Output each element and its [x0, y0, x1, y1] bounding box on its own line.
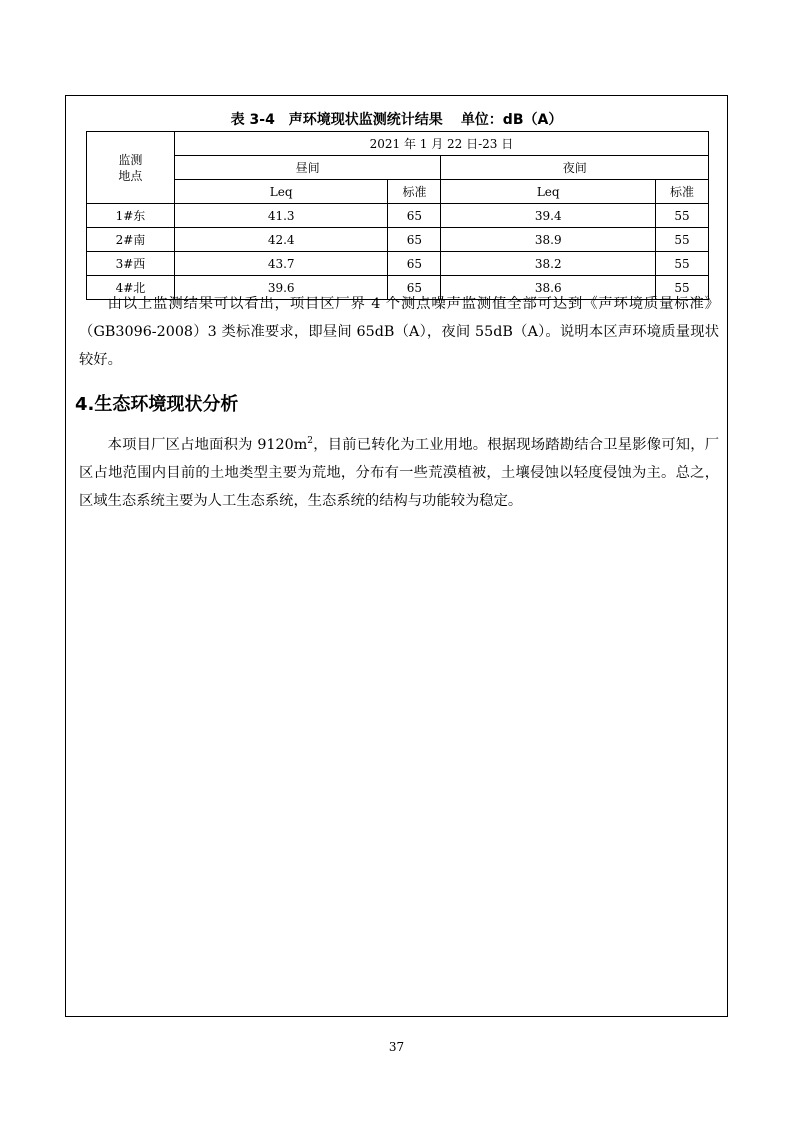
day-standard-cell: 65	[388, 204, 441, 228]
header-row-metric	[87, 180, 709, 204]
night-leq-cell: 39.4	[441, 204, 656, 228]
superscript-2: 2	[307, 436, 314, 446]
header-date: 2021 年 1 月 22 日-23 日	[174, 132, 708, 156]
day-leq-cell: 43.7	[174, 252, 388, 276]
ecology-text-end: ，目前已转化为工业用地。根据现场踏勘结合卫星影像可知，厂区占地范围内目前的土地类型主要为荒地，分布有一些荒漠植被，土壤侵蚀以轻度侵蚀为主。总之，区域生态系统主要为人工生态系统，生态系统的结构与功能较为稳定。	[79, 436, 719, 509]
day-standard-cell: 65	[388, 276, 441, 300]
table-unit: 单位：dB（A）	[460, 112, 563, 128]
day-leq-cell: 41.3	[174, 204, 388, 228]
site-cell: 3#西	[87, 252, 175, 276]
header-day: 昼间	[174, 156, 441, 180]
section-heading: 4.生态环境现状分析	[75, 394, 239, 415]
site-cell: 2#南	[87, 228, 175, 252]
ecology-paragraph	[79, 427, 719, 515]
table-caption: 表 3-4 声环境现状监测统计结果	[230, 112, 443, 128]
header-location: 监测 地点	[87, 132, 175, 204]
noise-monitoring-table	[86, 131, 709, 300]
content-frame	[65, 95, 728, 1017]
table-title	[66, 109, 727, 129]
night-leq-cell: 38.9	[441, 228, 656, 252]
night-leq-cell: 38.6	[441, 276, 656, 300]
night-leq-cell: 38.2	[441, 252, 656, 276]
header-row-period	[87, 156, 709, 180]
header-night-standard: 标准	[656, 180, 709, 204]
header-day-leq: Leq	[174, 180, 388, 204]
header-row-date	[87, 132, 709, 156]
header-night: 夜间	[441, 156, 709, 180]
site-cell: 1#东	[87, 204, 175, 228]
night-standard-cell: 55	[656, 204, 709, 228]
page-number: 37	[388, 1040, 405, 1054]
day-standard-cell: 65	[388, 228, 441, 252]
header-day-standard: 标准	[388, 180, 441, 204]
day-standard-cell: 65	[388, 252, 441, 276]
night-standard-cell: 55	[656, 276, 709, 300]
day-leq-cell: 42.4	[174, 228, 388, 252]
night-standard-cell: 55	[656, 228, 709, 252]
table-row	[87, 204, 709, 228]
table-row	[87, 252, 709, 276]
site-cell: 4#北	[87, 276, 175, 300]
conclusion-paragraph: 由以上监测结果可以看出，项目区厂界 4 个测点噪声监测值全部可达到《声环境质量标准》（GB3096-2008）3 类标准要求，即昼间 65dB（A），夜间 55dB（A）。说明本区声环境质量现状较好。	[79, 296, 719, 368]
header-night-leq: Leq	[441, 180, 656, 204]
ecology-text-start: 本项目厂区占地面积为 9120m	[107, 436, 308, 453]
night-standard-cell: 55	[656, 252, 709, 276]
table-row	[87, 228, 709, 252]
day-leq-cell: 39.6	[174, 276, 388, 300]
